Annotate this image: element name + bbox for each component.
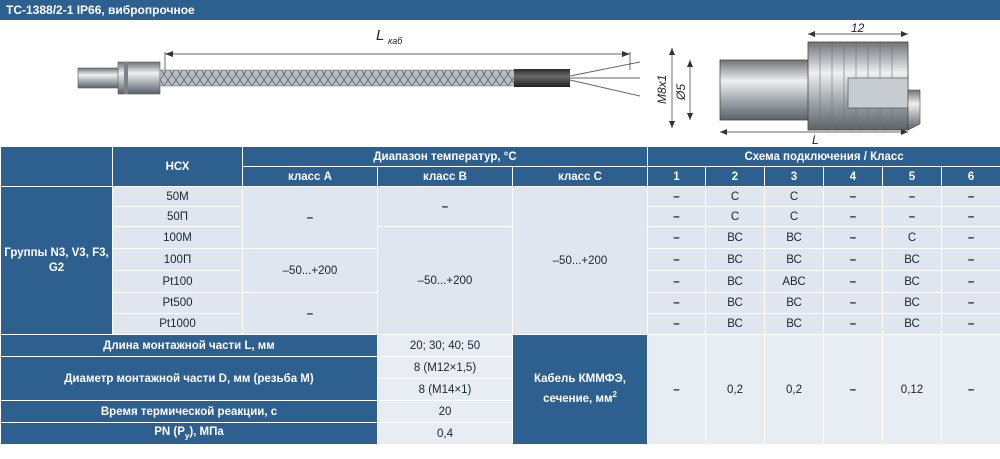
scheme-cell: –: [883, 207, 942, 227]
scheme-col-6: 6: [942, 167, 1000, 187]
page-title: ТС-1388/2-1 IP66, вибропрочное: [0, 0, 1000, 20]
cable-cell: 0,2: [706, 335, 765, 445]
table-row: [1, 335, 1000, 357]
dim-top-label: 12: [851, 21, 865, 35]
nsx-cell: Pt100: [113, 271, 243, 293]
scheme-cell: ВС: [765, 227, 824, 249]
scheme-cell: –: [942, 207, 1000, 227]
scheme-cell: С: [883, 227, 942, 249]
scheme-col-4: 4: [824, 167, 883, 187]
scheme-cell: С: [765, 207, 824, 227]
scheme-cell: ВС: [765, 249, 824, 271]
scheme-cell: –: [648, 187, 706, 207]
dim-m-label: M8x1: [655, 74, 669, 104]
scheme-cell: –: [824, 271, 883, 293]
spec-pn-label-cell: [1, 423, 378, 445]
cable-cell: –: [648, 335, 706, 445]
scheme-cell: –: [942, 314, 1000, 335]
scheme-cell: ВС: [706, 314, 765, 335]
scheme-cell: –: [648, 293, 706, 314]
class-a-cell: –: [243, 293, 378, 335]
scheme-header: Схема подключения / Класс: [648, 147, 1000, 167]
class-b-header: класс В: [378, 167, 513, 187]
cable-cell: 0,2: [765, 335, 824, 445]
class-a-header: класс А: [243, 167, 378, 187]
scheme-cell: ВС: [883, 314, 942, 335]
scheme-cell: –: [942, 249, 1000, 271]
spec-pn-label: PN (P: [154, 426, 185, 439]
scheme-cell: ВС: [883, 249, 942, 271]
cable-length-subscript: каб: [388, 36, 403, 46]
scheme-col-5: 5: [883, 167, 942, 187]
scheme-cell: –: [942, 293, 1000, 314]
sensor-drawing: [0, 20, 1000, 146]
sensor-probe: [78, 62, 640, 96]
spec-pn-value: 0,4: [378, 423, 513, 445]
scheme-cell: –: [648, 227, 706, 249]
scheme-cell: –: [824, 293, 883, 314]
dim-d-label: Ø5: [674, 83, 688, 100]
scheme-cell: –: [648, 271, 706, 293]
cable-length-dimension: [165, 27, 630, 70]
nsx-cell: 50М: [113, 187, 243, 207]
class-a-range: –50...+200: [243, 249, 378, 293]
cable-label-sup: 2: [612, 390, 617, 400]
table-row: [1, 227, 1000, 249]
scheme-cell: ВС: [883, 271, 942, 293]
scheme-col-1: 1: [648, 167, 706, 187]
scheme-cell: –: [824, 207, 883, 227]
scheme-cell: ВС: [706, 293, 765, 314]
cable-label: Кабель КММФЭ, сечение, мм: [534, 373, 626, 405]
class-c-header: класс С: [513, 167, 648, 187]
spec-pn-sub: у: [184, 431, 190, 441]
technical-drawing: [655, 21, 920, 146]
nsx-cell: 50П: [113, 207, 243, 227]
class-b-cell: –: [378, 187, 513, 227]
scheme-cell: –: [942, 187, 1000, 207]
spec-diam-value-1: 8 (М12×1,5): [378, 357, 513, 379]
class-b-range: –50...+200: [378, 227, 513, 335]
spec-time-label: Время термической реакции, с: [1, 401, 378, 423]
nsx-cell: 100П: [113, 249, 243, 271]
cable-length-label: L: [376, 27, 385, 44]
nsx-cell: Pt500: [113, 293, 243, 314]
scheme-cell: –: [824, 314, 883, 335]
scheme-cell: ВС: [765, 293, 824, 314]
scheme-cell: –: [824, 187, 883, 207]
scheme-col-2: 2: [706, 167, 765, 187]
class-a-cell: –: [243, 187, 378, 249]
spec-diam-value-2: 8 (М14×1): [378, 379, 513, 401]
spec-table: [0, 146, 1000, 445]
cable-cell: –: [942, 335, 1000, 445]
spec-pn-tail: ), МПа: [189, 426, 224, 439]
groups-label: Группы N3, V3, F3, G2: [1, 187, 113, 335]
scheme-cell: –: [648, 249, 706, 271]
scheme-cell: ВС: [706, 227, 765, 249]
cable-cell: 0,12: [883, 335, 942, 445]
cable-cell: –: [824, 335, 883, 445]
class-c-range: –50...+200: [513, 187, 648, 335]
spec-diam-label: Диаметр монтажной части D, мм (резьба М): [1, 357, 378, 401]
temp-range-header: Диапазон температур, °С: [243, 147, 648, 167]
scheme-cell: С: [765, 187, 824, 207]
spec-length-label: Длина монтажной части L, мм: [1, 335, 378, 357]
nsx-cell: 100М: [113, 227, 243, 249]
scheme-cell: –: [648, 207, 706, 227]
scheme-cell: –: [883, 187, 942, 207]
cable-label-cell: [513, 335, 648, 445]
nsx-header: НСХ: [113, 147, 243, 187]
scheme-cell: ВС: [706, 271, 765, 293]
scheme-cell: С: [706, 187, 765, 207]
nsx-cell: Pt1000: [113, 314, 243, 335]
table-row: [1, 187, 1000, 207]
spec-length-value: 20; 30; 40; 50: [378, 335, 513, 357]
scheme-cell: АВС: [765, 271, 824, 293]
scheme-cell: –: [942, 271, 1000, 293]
scheme-cell: –: [824, 249, 883, 271]
scheme-cell: –: [824, 227, 883, 249]
scheme-cell: –: [648, 314, 706, 335]
scheme-cell: –: [942, 227, 1000, 249]
scheme-cell: ВС: [883, 293, 942, 314]
dim-l-label: L: [812, 133, 819, 146]
scheme-cell: ВС: [765, 314, 824, 335]
scheme-cell: ВС: [706, 249, 765, 271]
scheme-col-3: 3: [765, 167, 824, 187]
scheme-cell: С: [706, 207, 765, 227]
spec-time-value: 20: [378, 401, 513, 423]
